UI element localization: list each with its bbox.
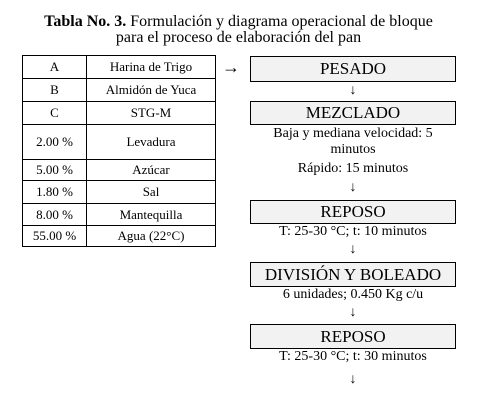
ingredient-cell: Levadura	[87, 125, 216, 160]
table-row	[23, 181, 216, 204]
amount-cell: 5.00 %	[23, 160, 87, 181]
down-arrow-icon: ↓	[349, 180, 357, 195]
ingredient-cell: Azúcar	[87, 160, 216, 181]
step-note: T: 25-30 °C; t: 10 minutos	[279, 224, 427, 239]
table-row	[23, 226, 216, 247]
amount-cell: A	[23, 56, 87, 79]
formulation-table	[22, 55, 216, 247]
ingredient-cell: Mantequilla	[87, 204, 216, 226]
table-row	[23, 56, 216, 79]
down-arrow-icon: ↓	[349, 83, 357, 98]
step-division-boleado: DIVISIÓN Y BOLEADO	[250, 262, 456, 287]
step-note: 6 unidades; 0.450 Kg c/u	[282, 287, 424, 302]
down-arrow-icon: ↓	[349, 305, 357, 320]
caption-line-2: para el proceso de elaboración del pan	[115, 29, 362, 46]
amount-cell: B	[23, 79, 87, 102]
caption-line-1: Formulación y diagrama operacional de bloque	[126, 13, 433, 30]
table-caption	[0, 14, 477, 46]
table-row	[23, 125, 216, 160]
ingredient-cell: Harina de Trigo	[87, 56, 216, 79]
amount-cell: 8.00 %	[23, 204, 87, 226]
down-arrow-icon: ↓	[349, 242, 357, 257]
ingredient-cell: Almidón de Yuca	[87, 79, 216, 102]
right-arrow-icon: →	[222, 57, 240, 77]
amount-cell: 55.00 %	[23, 226, 87, 247]
table-row	[23, 102, 216, 125]
step-note: minutos	[330, 142, 376, 157]
table-row	[23, 204, 216, 226]
table-row	[23, 160, 216, 181]
ingredient-cell: Sal	[87, 181, 216, 204]
ingredient-cell: Agua (22°C)	[87, 226, 216, 247]
step-note: Baja y mediana velocidad: 5	[273, 126, 433, 141]
amount-cell: 1.80 %	[23, 181, 87, 204]
amount-cell: 2.00 %	[23, 125, 87, 160]
step-pesado: PESADO	[250, 56, 456, 82]
down-arrow-icon: ↓	[349, 372, 357, 387]
step-note: T: 25-30 °C; t: 30 minutos	[279, 349, 427, 364]
table-row	[23, 79, 216, 102]
step-mezclado: MEZCLADO	[250, 101, 456, 125]
step-reposo-1: REPOSO	[250, 200, 456, 224]
step-reposo-2: REPOSO	[250, 324, 456, 349]
amount-cell: C	[23, 102, 87, 125]
ingredient-cell: STG-M	[87, 102, 216, 125]
step-note: Rápido: 15 minutos	[297, 161, 409, 176]
caption-number: Tabla No. 3.	[44, 13, 127, 30]
